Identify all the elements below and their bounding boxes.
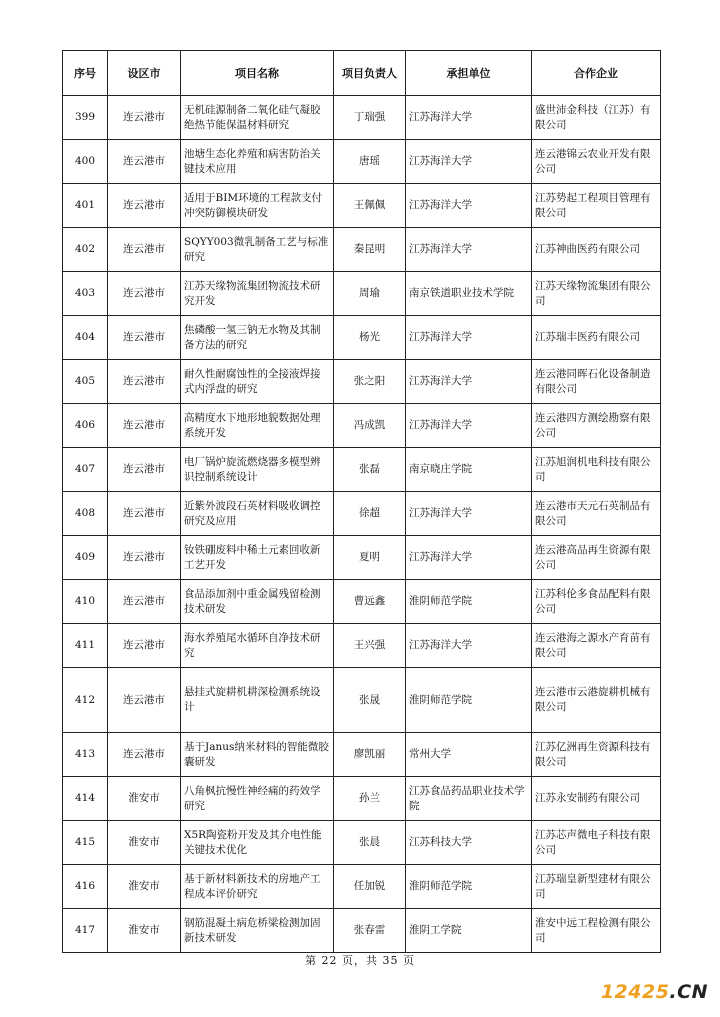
table-row xyxy=(63,580,661,624)
cell-partner: 连云港海之源水产育苗有限公司 xyxy=(532,624,661,668)
cell-city: 淮安市 xyxy=(108,821,181,865)
site-watermark-logo xyxy=(601,981,708,1003)
cell-partner: 连云港锦云农业开发有限公司 xyxy=(532,140,661,184)
cell-city: 连云港市 xyxy=(108,733,181,777)
cell-index: 406 xyxy=(63,404,108,448)
cell-index: 417 xyxy=(63,909,108,953)
table-row xyxy=(63,733,661,777)
cell-project-name: 无机硅源制备二氧化硅气凝胶绝热节能保温材料研究 xyxy=(181,96,334,140)
cell-city: 淮安市 xyxy=(108,909,181,953)
cell-city: 连云港市 xyxy=(108,624,181,668)
cell-institution: 江苏海洋大学 xyxy=(406,228,532,272)
cell-project-name: 池塘生态化养殖和病害防治关键技术应用 xyxy=(181,140,334,184)
cell-partner: 江苏旭润机电科技有限公司 xyxy=(532,448,661,492)
cell-partner: 连云港高品再生资源有限公司 xyxy=(532,536,661,580)
cell-city: 连云港市 xyxy=(108,492,181,536)
cell-project-name: 食品添加剂中重金属残留检测技术研发 xyxy=(181,580,334,624)
header-partner: 合作企业 xyxy=(532,51,661,96)
watermark-number: 12425 xyxy=(600,981,670,1003)
cell-project-name: 高精度水下地形地貌数据处理系统开发 xyxy=(181,404,334,448)
cell-partner: 江苏科伦多食品配料有限公司 xyxy=(532,580,661,624)
cell-institution: 淮阴师范学院 xyxy=(406,580,532,624)
cell-institution: 江苏海洋大学 xyxy=(406,404,532,448)
table-row xyxy=(63,404,661,448)
cell-leader: 夏明 xyxy=(334,536,406,580)
cell-institution: 江苏海洋大学 xyxy=(406,140,532,184)
cell-project-name: 基于新材料新技术的房地产工程成本评价研究 xyxy=(181,865,334,909)
cell-city: 连云港市 xyxy=(108,96,181,140)
cell-leader: 张磊 xyxy=(334,448,406,492)
cell-index: 413 xyxy=(63,733,108,777)
cell-project-name: 焦磷酸一氢三钠无水物及其制备方法的研究 xyxy=(181,316,334,360)
cell-project-name: X5R陶瓷粉开发及其介电性能关键技术优化 xyxy=(181,821,334,865)
cell-city: 连云港市 xyxy=(108,404,181,448)
cell-partner: 江苏瑞皇新型建材有限公司 xyxy=(532,865,661,909)
cell-partner: 江苏瑞丰医药有限公司 xyxy=(532,316,661,360)
cell-index: 416 xyxy=(63,865,108,909)
header-city: 设区市 xyxy=(108,51,181,96)
cell-institution: 江苏海洋大学 xyxy=(406,492,532,536)
cell-index: 415 xyxy=(63,821,108,865)
cell-leader: 杨光 xyxy=(334,316,406,360)
header-institution: 承担单位 xyxy=(406,51,532,96)
table-row xyxy=(63,777,661,821)
cell-city: 连云港市 xyxy=(108,272,181,316)
cell-project-name: 江苏天缘物流集团物流技术研究开发 xyxy=(181,272,334,316)
watermark-domain: .CN xyxy=(669,981,708,1003)
table-row xyxy=(63,96,661,140)
data-table-container xyxy=(62,50,660,953)
cell-institution: 淮阴工学院 xyxy=(406,909,532,953)
table-row xyxy=(63,228,661,272)
cell-leader: 廖凯丽 xyxy=(334,733,406,777)
cell-leader: 张晟 xyxy=(334,668,406,733)
cell-partner: 连云港市天元石英制品有限公司 xyxy=(532,492,661,536)
cell-leader: 孙兰 xyxy=(334,777,406,821)
cell-partner: 淮安中远工程检测有限公司 xyxy=(532,909,661,953)
project-table xyxy=(62,50,661,953)
cell-index: 412 xyxy=(63,668,108,733)
table-row xyxy=(63,360,661,404)
cell-leader: 曹远鑫 xyxy=(334,580,406,624)
cell-institution: 南京晓庄学院 xyxy=(406,448,532,492)
cell-project-name: 近紫外波段石英材料吸收调控研究及应用 xyxy=(181,492,334,536)
cell-city: 连云港市 xyxy=(108,536,181,580)
cell-project-name: 悬挂式旋耕机耕深检测系统设计 xyxy=(181,668,334,733)
table-row xyxy=(63,184,661,228)
cell-project-name: 电厂锅炉旋流燃烧器多模型辨识控制系统设计 xyxy=(181,448,334,492)
table-row xyxy=(63,272,661,316)
cell-partner: 盛世沛金科技（江苏）有限公司 xyxy=(532,96,661,140)
cell-institution: 淮阴师范学院 xyxy=(406,668,532,733)
cell-city: 淮安市 xyxy=(108,777,181,821)
cell-leader: 张之阳 xyxy=(334,360,406,404)
cell-city: 连云港市 xyxy=(108,140,181,184)
cell-index: 402 xyxy=(63,228,108,272)
cell-leader: 徐超 xyxy=(334,492,406,536)
cell-institution: 江苏海洋大学 xyxy=(406,624,532,668)
table-row xyxy=(63,140,661,184)
cell-index: 401 xyxy=(63,184,108,228)
cell-leader: 任加锐 xyxy=(334,865,406,909)
table-header-row xyxy=(63,51,661,96)
table-row xyxy=(63,668,661,733)
cell-index: 399 xyxy=(63,96,108,140)
cell-project-name: 钢筋混凝土病危桥梁检测加固新技术研发 xyxy=(181,909,334,953)
cell-institution: 江苏海洋大学 xyxy=(406,536,532,580)
page-number: 第 22 页，共 35 页 xyxy=(305,954,415,967)
cell-city: 淮安市 xyxy=(108,865,181,909)
cell-institution: 江苏海洋大学 xyxy=(406,316,532,360)
cell-project-name: SQYY003微乳制备工艺与标准研究 xyxy=(181,228,334,272)
table-row xyxy=(63,316,661,360)
cell-partner: 江苏芯声微电子科技有限公司 xyxy=(532,821,661,865)
cell-index: 405 xyxy=(63,360,108,404)
cell-project-name: 钕铁硼废料中稀土元素回收新工艺开发 xyxy=(181,536,334,580)
cell-institution: 江苏海洋大学 xyxy=(406,360,532,404)
table-row xyxy=(63,865,661,909)
cell-institution: 江苏海洋大学 xyxy=(406,184,532,228)
cell-index: 408 xyxy=(63,492,108,536)
cell-partner: 连云港市云港旋耕机械有限公司 xyxy=(532,668,661,733)
cell-project-name: 基于Janus纳米材料的智能微胶囊研发 xyxy=(181,733,334,777)
cell-institution: 江苏海洋大学 xyxy=(406,96,532,140)
cell-leader: 唐瑶 xyxy=(334,140,406,184)
cell-leader: 秦昆明 xyxy=(334,228,406,272)
table-row xyxy=(63,492,661,536)
cell-project-name: 八角枫抗慢性神经痛的药效学研究 xyxy=(181,777,334,821)
cell-leader: 王佩佩 xyxy=(334,184,406,228)
table-row xyxy=(63,821,661,865)
cell-index: 403 xyxy=(63,272,108,316)
cell-partner: 连云港四方测绘勘察有限公司 xyxy=(532,404,661,448)
header-leader: 项目负责人 xyxy=(334,51,406,96)
cell-city: 连云港市 xyxy=(108,228,181,272)
cell-leader: 周瑜 xyxy=(334,272,406,316)
table-row xyxy=(63,909,661,953)
cell-leader: 丁瑞强 xyxy=(334,96,406,140)
cell-index: 404 xyxy=(63,316,108,360)
cell-partner: 连云港同晖石化设备制造有限公司 xyxy=(532,360,661,404)
table-row xyxy=(63,624,661,668)
cell-city: 连云港市 xyxy=(108,360,181,404)
header-index: 序号 xyxy=(63,51,108,96)
cell-partner: 江苏永安制药有限公司 xyxy=(532,777,661,821)
cell-city: 连云港市 xyxy=(108,184,181,228)
table-row xyxy=(63,448,661,492)
cell-institution: 江苏食品药品职业技术学院 xyxy=(406,777,532,821)
cell-city: 连云港市 xyxy=(108,580,181,624)
cell-city: 连云港市 xyxy=(108,316,181,360)
cell-project-name: 海水养殖尾水循环自净技术研究 xyxy=(181,624,334,668)
cell-index: 414 xyxy=(63,777,108,821)
cell-index: 409 xyxy=(63,536,108,580)
cell-leader: 张春雷 xyxy=(334,909,406,953)
cell-partner: 江苏亿洲再生资源科技有限公司 xyxy=(532,733,661,777)
cell-project-name: 适用于BIM环境的工程款支付冲突防御模块研发 xyxy=(181,184,334,228)
table-body xyxy=(63,96,661,953)
cell-partner: 江苏势起工程项目管理有限公司 xyxy=(532,184,661,228)
cell-city: 连云港市 xyxy=(108,448,181,492)
cell-partner: 江苏天缘物流集团有限公司 xyxy=(532,272,661,316)
cell-partner: 江苏神曲医药有限公司 xyxy=(532,228,661,272)
cell-leader: 张晨 xyxy=(334,821,406,865)
cell-institution: 常州大学 xyxy=(406,733,532,777)
cell-institution: 江苏科技大学 xyxy=(406,821,532,865)
cell-institution: 淮阴师范学院 xyxy=(406,865,532,909)
table-row xyxy=(63,536,661,580)
cell-institution: 南京铁道职业技术学院 xyxy=(406,272,532,316)
cell-index: 410 xyxy=(63,580,108,624)
cell-index: 400 xyxy=(63,140,108,184)
cell-project-name: 耐久性耐腐蚀性的全接液焊接式内浮盘的研究 xyxy=(181,360,334,404)
cell-city: 连云港市 xyxy=(108,668,181,733)
cell-leader: 冯成凯 xyxy=(334,404,406,448)
header-project-name: 项目名称 xyxy=(181,51,334,96)
cell-index: 411 xyxy=(63,624,108,668)
cell-index: 407 xyxy=(63,448,108,492)
cell-leader: 王兴强 xyxy=(334,624,406,668)
